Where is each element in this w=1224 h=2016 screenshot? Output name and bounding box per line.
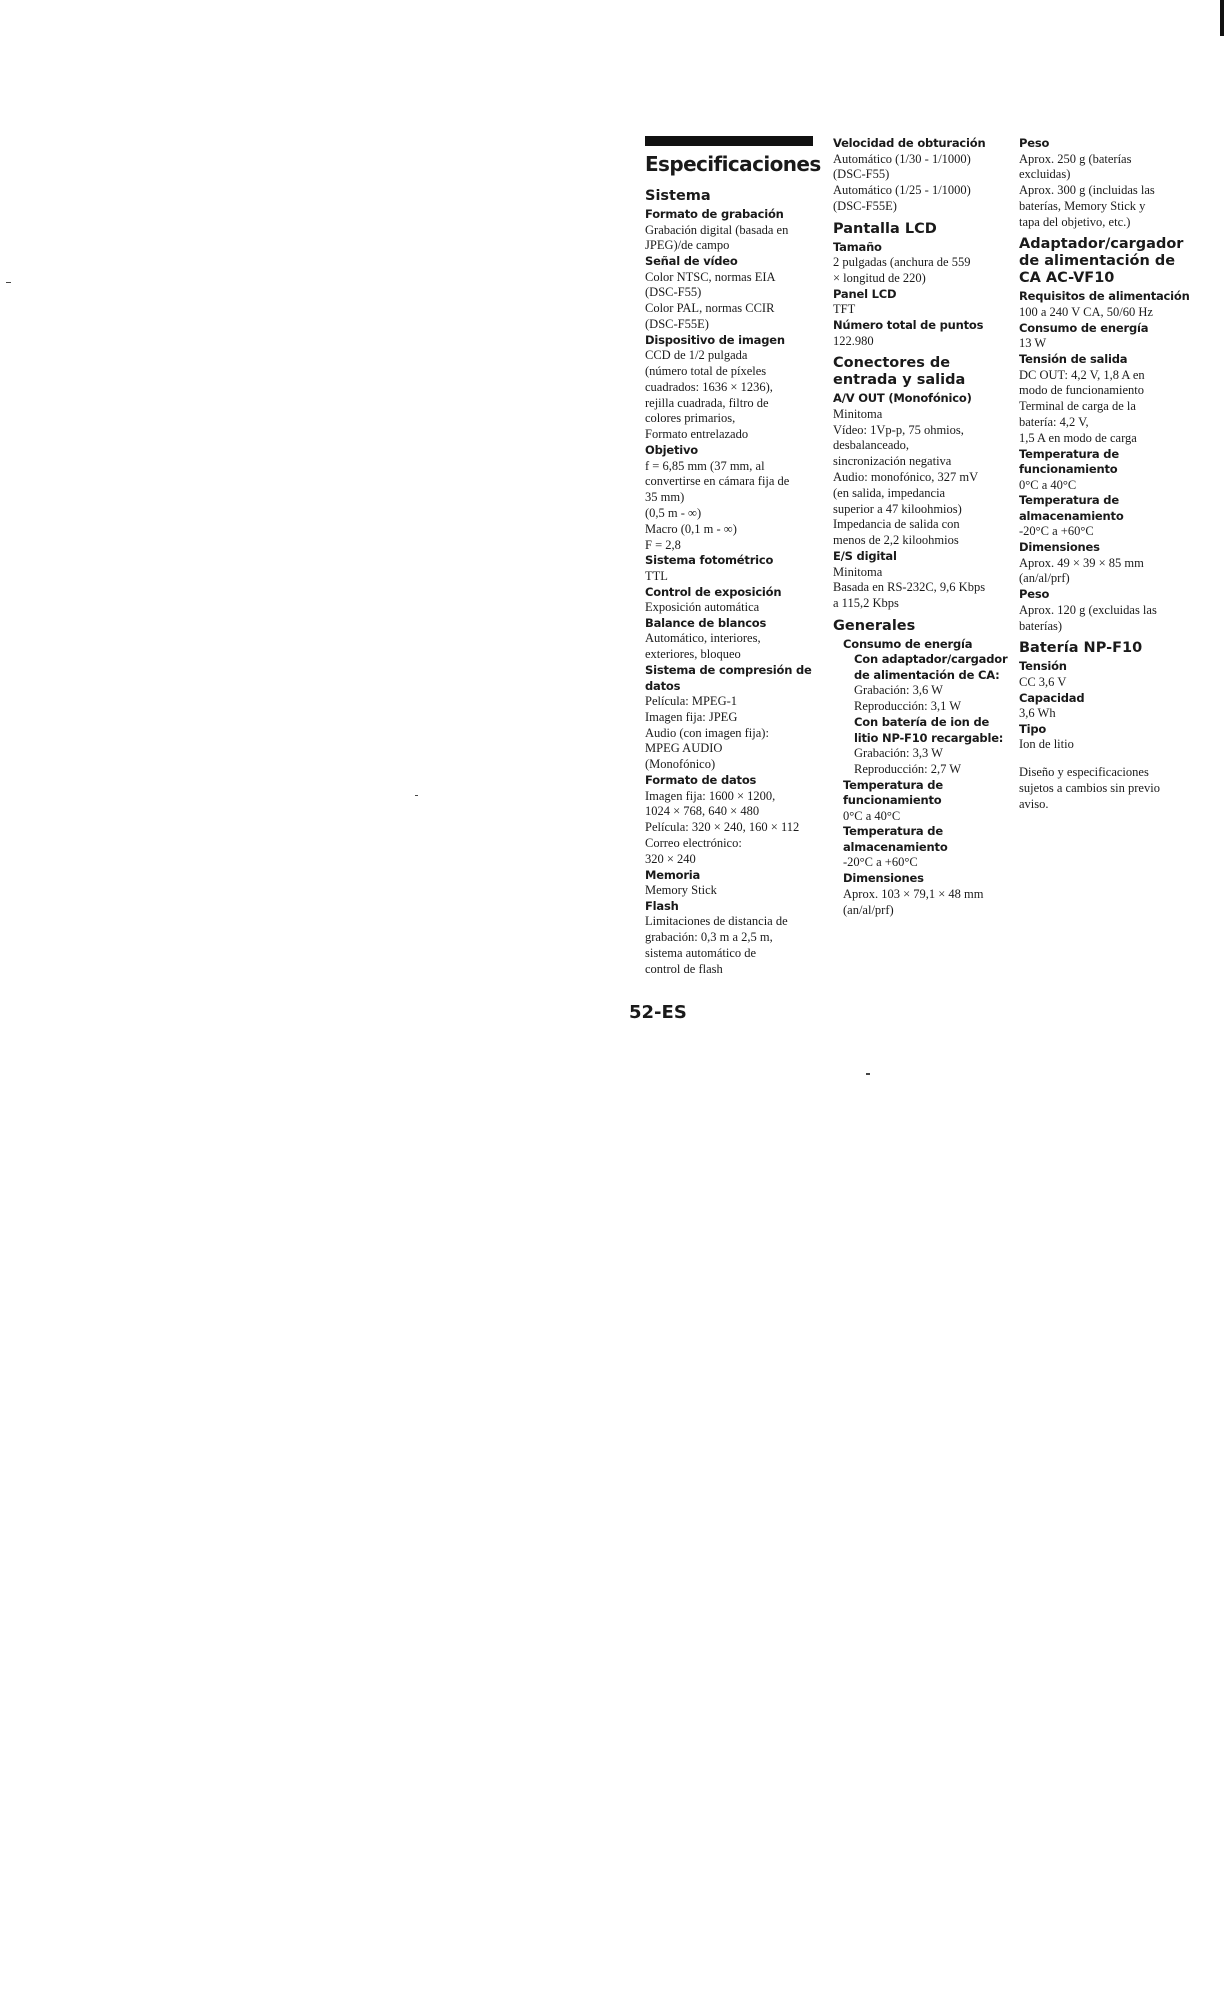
spec-label: Dimensiones xyxy=(1019,540,1100,555)
spec-value: f = 6,85 mm (37 mm, al convertirse en cámara fija de 35 mm) (0,5 m - ∞) Macro (0,1 m - ∞) F = 2,8 xyxy=(645,458,790,552)
title-rule xyxy=(645,136,813,146)
scan-speck xyxy=(415,795,418,796)
scan-speck xyxy=(6,282,11,283)
spec-label: Balance de blancos xyxy=(645,615,767,630)
spec-label: Flash xyxy=(645,898,679,913)
spec-value: Automático (1/30 - 1/1000) (DSC-F55) Automático (1/25 - 1/1000) (DSC-F55E) xyxy=(833,151,971,213)
page-title: Especificaciones xyxy=(645,152,821,176)
section-heading: Adaptador/cargador de alimentación de CA AC-VF10 xyxy=(1019,236,1184,287)
spec-label: Con batería de ion de litio NP-F10 recargable: xyxy=(854,715,1004,745)
spec-value: 13 W xyxy=(1019,336,1047,351)
spec-value: TTL xyxy=(645,568,668,583)
spec-label: Consumo de energía xyxy=(843,636,973,651)
spec-label: Temperatura de funcionamiento xyxy=(1019,446,1119,477)
spec-value: CC 3,6 V xyxy=(1019,674,1067,689)
spec-label: Sistema de compresión de datos xyxy=(645,663,812,693)
spec-label: Tensión de salida xyxy=(1019,352,1128,367)
spec-label: Tensión xyxy=(1019,659,1067,674)
spec-value: Imagen fija: 1600 × 1200, 1024 × 768, 640 × 480 Película: 320 × 240, 160 × 112 Correo electrónico: 320 × 240 xyxy=(645,788,800,866)
spec-value: Automático, interiores, exteriores, bloqueo xyxy=(645,631,761,662)
spec-label: Tamaño xyxy=(833,239,882,254)
disclaimer-note: Diseño y especificaciones sujetos a cambios sin previo aviso. xyxy=(1019,765,1160,811)
spec-label: A/V OUT (Monofónico) xyxy=(833,391,972,406)
spec-label: Sistema fotométrico xyxy=(645,553,774,568)
spec-label: Panel LCD xyxy=(833,286,897,301)
section-heading: Conectores de entrada y salida xyxy=(833,355,966,389)
spec-value: Película: MPEG-1 Imagen fija: JPEG Audio (con imagen fija): MPEG AUDIO (Monofónico) xyxy=(645,694,769,772)
spec-value: Aprox. 120 g (excluidas las baterías) xyxy=(1019,602,1157,633)
spec-value: TFT xyxy=(833,302,856,317)
spec-value: Exposición automática xyxy=(645,600,760,615)
spec-label: Tipo xyxy=(1019,721,1047,736)
spec-value: Grabación: 3,6 W Reproducción: 3,1 W xyxy=(854,683,962,714)
spec-value: 2 pulgadas (anchura de 559 × longitud de 220) xyxy=(833,255,971,285)
spec-value: 122.980 xyxy=(833,333,874,348)
spec-value: Limitaciones de distancia de grabación: 0,3 m a 2,5 m, sistema automático de control de flash xyxy=(645,914,788,976)
spec-value: Aprox. 250 g (baterías excluidas) Aprox. 300 g (incluidas las baterías, Memory Stick y tapa del objetivo, etc.) xyxy=(1019,151,1155,229)
spec-label: Dispositivo de imagen xyxy=(645,332,785,347)
spec-value: Ion de litio xyxy=(1019,737,1074,752)
spec-label: Temperatura de funcionamiento xyxy=(843,777,943,808)
section-heading: Pantalla LCD xyxy=(833,220,937,237)
spec-label: Temperatura de almacenamiento xyxy=(1019,493,1124,523)
spec-label: Requisitos de alimentación xyxy=(1019,289,1190,304)
spec-value: Grabación: 3,3 W Reproducción: 2,7 W xyxy=(854,746,962,776)
section-heading: Sistema xyxy=(645,188,711,204)
spec-column-2 xyxy=(833,136,1011,918)
page-number: 52-ES xyxy=(629,1002,687,1023)
spec-label: Dimensiones xyxy=(843,871,924,886)
spec-label: Velocidad de obturación xyxy=(833,136,986,150)
spec-label: Señal de vídeo xyxy=(645,254,738,269)
spec-column-1 xyxy=(645,136,820,977)
section-heading: Batería NP-F10 xyxy=(1019,640,1143,657)
spec-label: Consumo de energía xyxy=(1019,320,1149,335)
spec-value: Color NTSC, normas EIA (DSC-F55) Color PAL, normas CCIR (DSC-F55E) xyxy=(645,269,776,331)
spec-value: 3,6 Wh xyxy=(1019,706,1056,721)
spec-label: Capacidad xyxy=(1019,690,1085,705)
page-edge-mark xyxy=(1220,0,1224,36)
spec-value: Aprox. 103 × 79,1 × 48 mm (an/al/prf) xyxy=(843,886,984,917)
spec-value: CCD de 1/2 pulgada (número total de píxeles cuadrados: 1636 × 1236), rejilla cuadrada, filtro de colores primarios, Formato entrelazado xyxy=(645,348,773,442)
spec-label: Peso xyxy=(1019,587,1050,602)
spec-value: -20°C a +60°C xyxy=(843,855,918,870)
spec-label: Control de exposición xyxy=(645,584,782,599)
spec-value: 0°C a 40°C xyxy=(843,808,901,823)
spec-value: Memory Stick xyxy=(645,883,717,897)
spec-column-3 xyxy=(1019,136,1195,813)
spec-value: Aprox. 49 × 39 × 85 mm (an/al/prf) xyxy=(1019,555,1144,586)
spec-value: Minitoma Basada en RS-232C, 9,6 Kbps a 115,2 Kbps xyxy=(833,564,986,611)
spec-value: DC OUT: 4,2 V, 1,8 A en modo de funcionamiento Terminal de carga de la batería: 4,2 V, 1,5 A en modo de carga xyxy=(1019,367,1145,445)
spec-label: Número total de puntos xyxy=(833,318,984,333)
spec-label: Formato de grabación xyxy=(645,207,784,221)
spec-value: 100 a 240 V CA, 50/60 Hz xyxy=(1019,304,1153,319)
spec-label: Temperatura de almacenamiento xyxy=(843,824,948,854)
scan-speck xyxy=(866,1073,870,1075)
section-heading: Generales xyxy=(833,617,916,634)
spec-label: Memoria xyxy=(645,867,701,882)
spec-label: Peso xyxy=(1019,136,1050,150)
spec-value: Grabación digital (basada en JPEG)/de campo xyxy=(645,222,789,253)
spec-label: Con adaptador/cargador de alimentación de CA: xyxy=(854,652,1008,682)
spec-value: Minitoma Vídeo: 1Vp-p, 75 ohmios, desbalanceado, sincronización negativa Audio: monofónico, 327 mV (en salida, impedancia superior a 47 kiloohmios) Impedancia de salida con menos de 2,2 kiloohmios xyxy=(833,406,979,548)
spec-value: 0°C a 40°C xyxy=(1019,477,1077,492)
spec-value: -20°C a +60°C xyxy=(1019,524,1094,539)
spec-label: Objetivo xyxy=(645,443,698,458)
spec-label: E/S digital xyxy=(833,549,897,564)
spec-label: Formato de datos xyxy=(645,773,757,788)
